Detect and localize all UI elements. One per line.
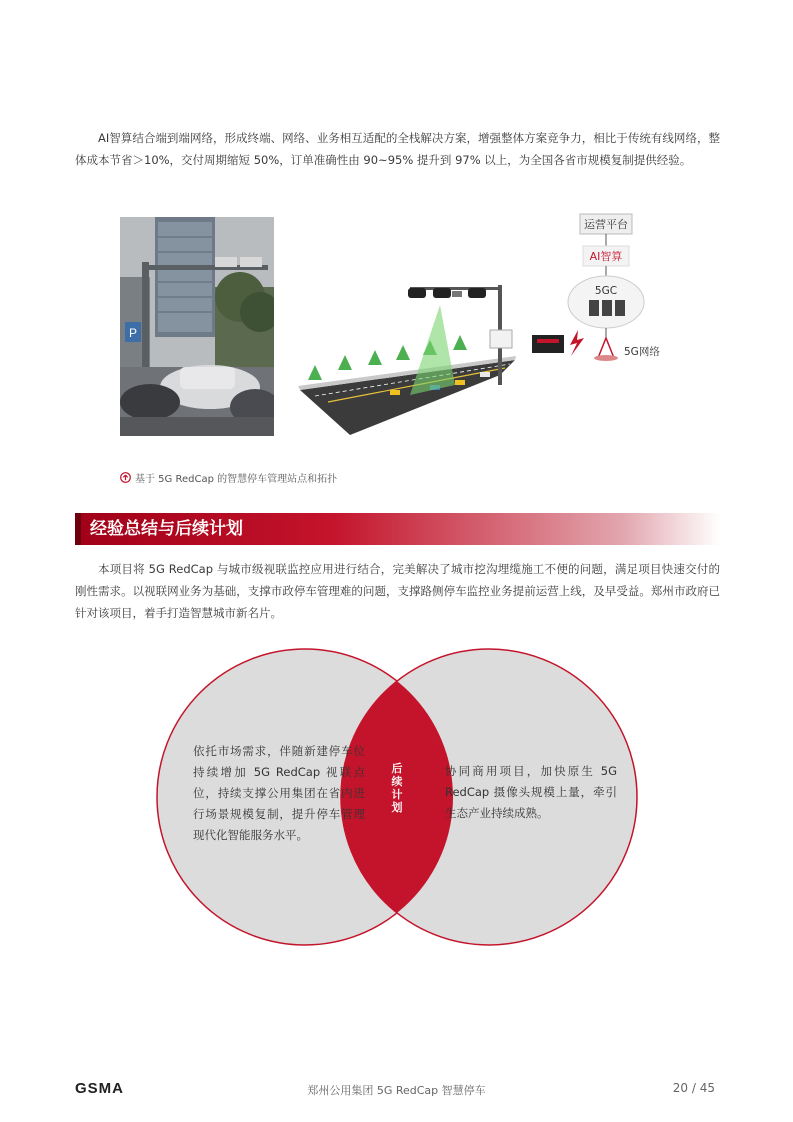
intro-paragraph: AI智算结合端到端网络，形成终端、网络、业务相互适配的全栈解决方案，增强整体方案竞争力，相比于传统有线网络，整体成本节省＞10%，交付周期缩短 50%，订单准确性由 90~95% 提升到 97% 以上，为全国各省市规模复制提供经验。	[75, 131, 720, 167]
footer-title: 郑州公用集团 5G RedCap 智慧停车	[307, 1084, 486, 1097]
section-title: 经验总结与后续计划	[90, 519, 243, 539]
core-label: 5GC	[594, 285, 618, 297]
page-number: 20 / 45	[672, 1081, 715, 1095]
venn-left-text: 依托市场需求，伴随新建停车位持续增加 5G RedCap 视联点位，持续支撑公用集团在省内进行场景规模复制，提升停车管理现代化智能服务水平。	[193, 744, 365, 842]
svg-text:P: P	[129, 326, 138, 340]
gsma-logo: GSMA	[75, 1080, 124, 1097]
street-camera-photo	[120, 217, 274, 436]
platform-label: 运营平台	[584, 218, 628, 231]
venn-center-label: 后续计划	[391, 762, 403, 814]
topology-diagram	[290, 210, 680, 445]
venn-right-text: 协同商用项目，加快原生 5G RedCap 摄像头规模上量，牵引生态产业持续成熟。	[445, 764, 617, 820]
figure-caption-text: 基于 5G RedCap 的智慧停车管理站点和拓扑	[135, 474, 338, 485]
arrow-up-circle-icon	[120, 472, 131, 483]
section-header-accent	[75, 513, 81, 545]
figure-caption	[120, 470, 337, 485]
ai-label: AI智算	[589, 250, 623, 263]
summary-paragraph: 本项目将 5G RedCap 与城市级视联监控应用进行结合，完美解决了城市挖沟埋缆施工不便的问题，满足项目快速交付的刚性需求。以视联网业务为基础，支撑市政停车管理难的问题，支撑路侧停车监控业务提前运营上线，及早受益。郑州市政府已针对该项目，着手打造智慧城市新名片。	[75, 562, 720, 620]
network-label: 5G网络	[624, 346, 660, 358]
